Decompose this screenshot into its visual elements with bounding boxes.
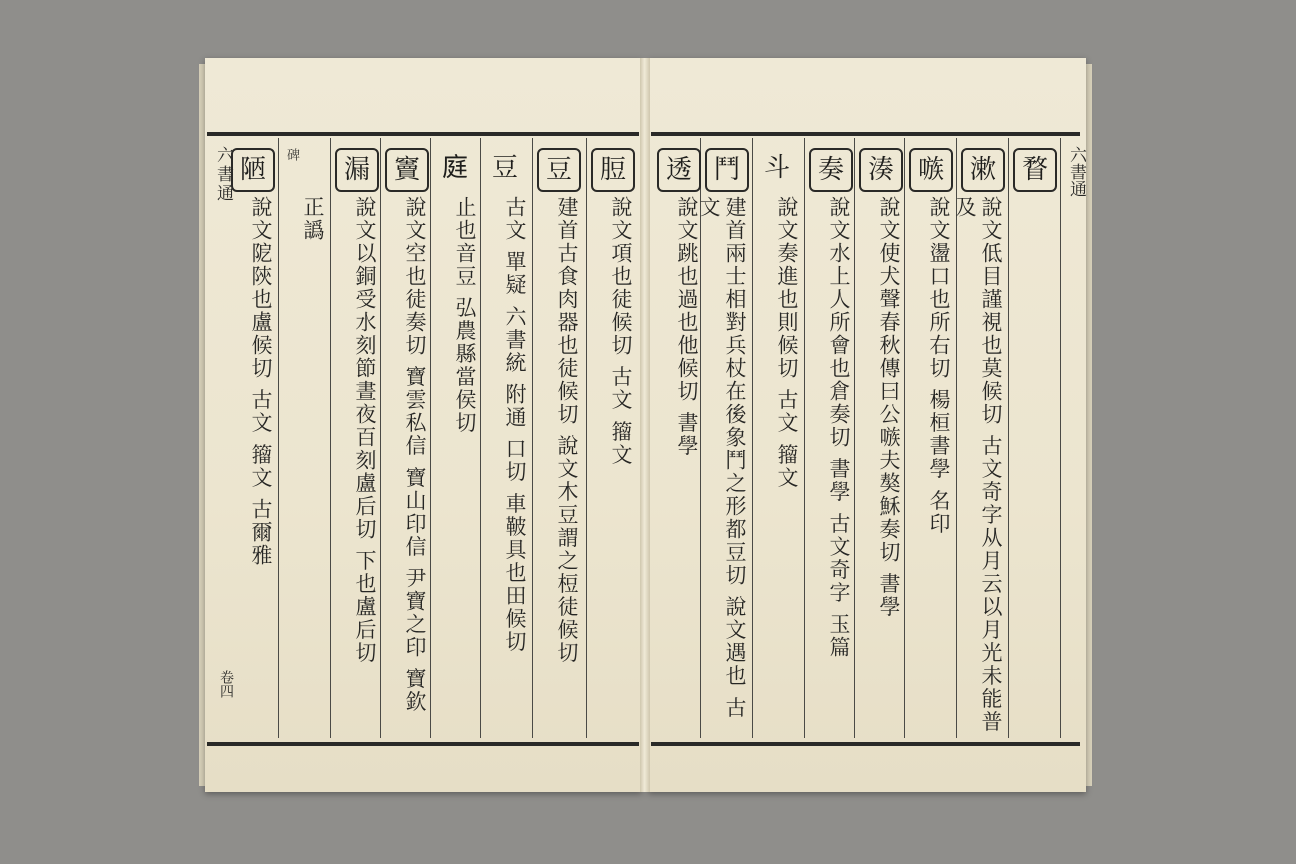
right-column-4 [804,138,855,738]
entry-head: 豆 [491,153,518,183]
right-column-2 [697,138,753,738]
entry-head: 漏 [335,148,379,192]
right-column-5 [854,138,905,738]
right-margin-title: 六書通 [1066,146,1086,197]
left-column-2 [278,138,331,738]
entry-head: 竇 [385,148,429,192]
entry-head: 瞀 [1013,148,1057,192]
entry-head: 陋 [231,148,275,192]
left-column-3 [330,138,381,738]
entry-head: 透 [657,148,701,192]
right-column-8 [1008,138,1061,738]
right-column-7 [953,138,1009,738]
entry-head: 脰 [591,148,635,192]
entry-head: 𨓍 [441,153,468,183]
entry-text: 正譌 [301,196,325,242]
entry-head: 鬥 [705,148,749,192]
entry-text: 說文空也徒奏切 寶雲私信 寶山印信 尹寶之印 寶欽 [403,196,427,714]
left-column-5 [430,138,481,738]
entry-text: 建首兩士相對兵杖在後象鬥之形都豆切 說文遇也 古文 [697,196,747,720]
entry-text: 說文以銅受水刻節晝夜百刻盧后切 下也盧后切 [353,196,377,665]
left-column-4 [380,138,431,738]
left-column-8 [586,138,638,738]
entry-text: 建首古食肉器也徒候切 說文木豆謂之梪徒候切 [555,196,579,665]
entry-text: 說文項也徒候切 古文 籀文 [609,196,633,467]
entry-head: 斗 [763,153,790,183]
entry-text: 說文跳也過也他候切 書學 [675,196,699,458]
left-column-7 [532,138,587,738]
entry-head: 漱 [961,148,1005,192]
entry-text: 說文使犬聲春秋傳曰公嗾夫獒穌奏切 書學 [877,196,901,619]
left-column-1 [226,138,279,738]
entry-head: 湊 [859,148,903,192]
book-gutter [640,58,650,792]
entry-text: 說文阸陝也盧候切 古文 籀文 古爾雅 [249,196,273,568]
entry-head: 豆 [537,148,581,192]
left-folio: 卷四 [218,670,234,698]
left-margin-title: 六書通 [213,146,233,203]
entry-text: 說文水上人所會也倉奏切 書學 古文奇字 玉篇 [827,196,851,660]
entry-text: 古文 單疑 六書統 附通 口切 車鞁具也田候切 [503,196,527,654]
right-column-6 [904,138,957,738]
left-column-6 [480,138,533,738]
entry-head: 碑 [284,148,299,161]
entry-text: 說文盪口也所右切 楊桓書學 名印 [927,196,951,536]
entry-head: 嗾 [909,148,953,192]
right-column-1 [652,138,701,738]
entry-text: 說文低目謹視也莫候切 古文奇字从月云以月光未能普及 [953,196,1003,734]
entry-head: 奏 [809,148,853,192]
entry-text: 說文奏進也則候切 古文 籀文 [775,196,799,490]
right-column-3 [752,138,805,738]
entry-text: 止也音豆 弘農縣當侯切 [453,196,477,435]
